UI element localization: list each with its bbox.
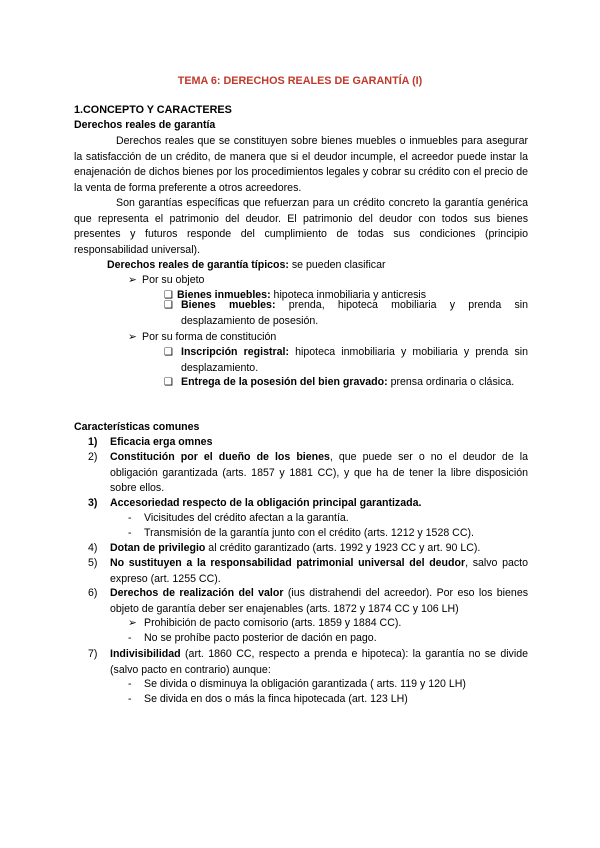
checkbox-bullet-icon: ❑ bbox=[164, 377, 173, 388]
list-item: ❑ Inscripción registral: hipoteca inmobiliaria y mobiliaria y prenda sin desplazamiento. bbox=[164, 346, 528, 374]
list-item: ❑ Entrega de la posesión del bien gravado: prensa ordinaria o clásica. bbox=[164, 375, 528, 391]
arrow-icon: ➢ bbox=[128, 617, 137, 629]
list-item: No sustituyen a la responsabilidad patrimonial universal del deudor, salvo pacto expreso (art. 1255 CC). bbox=[110, 557, 528, 585]
list-item: Prohibición de pacto comisorio (arts. 1859 y 1884 CC). bbox=[144, 617, 402, 629]
list-item: Transmisión de la garantía junto con el crédito (arts. 1212 y 1528 CC). bbox=[144, 527, 474, 539]
dash-bullet: - bbox=[128, 678, 132, 690]
arrow-icon: ➢ bbox=[128, 274, 137, 286]
typical-rights-label: Derechos reales de garantía típicos: bbox=[107, 259, 289, 271]
dash-bullet: - bbox=[128, 527, 132, 539]
checkbox-bullet-icon: ❑ bbox=[164, 300, 173, 311]
list-item: Indivisibilidad (art. 1860 CC, respecto a prenda e hipoteca): la garantía no se divide (salvo pacto en contrario) aunque: bbox=[110, 648, 528, 676]
typical-rights-text: se pueden clasificar bbox=[288, 259, 386, 271]
checkbox-bullet-icon: ❑ bbox=[164, 347, 173, 358]
list-item: ❑ Bienes muebles: prenda, hipoteca mobiliaria y prenda sin desplazamiento de posesión. bbox=[164, 299, 528, 327]
item-number: 5) bbox=[88, 557, 98, 569]
dash-bullet: - bbox=[128, 693, 132, 705]
list-item: No se prohíbe pacto posterior de dación en pago. bbox=[144, 632, 377, 644]
list-item: Se divida o disminuya la obligación garantizada ( arts. 119 y 120 LH) bbox=[144, 678, 466, 690]
list-item: Dotan de privilegio al crédito garantizado (arts. 1992 y 1923 CC y art. 90 LC). bbox=[110, 542, 481, 554]
list-item: Se divida en dos o más la finca hipotecada (art. 123 LH) bbox=[144, 693, 408, 705]
section-heading: Características comunes bbox=[74, 421, 200, 433]
dash-bullet: - bbox=[128, 632, 132, 644]
list-item: Constitución por el dueño de los bienes, que puede ser o no el deudor de la obligación garantizada (arts. 1857 y 1881 CC), y que ha de tener la libre disposición sobre ellos. bbox=[110, 451, 528, 494]
paragraph-definition: Derechos reales que se constituyen sobre bienes muebles o inmuebles para asegurar la satisfacción de un crédito, de manera que si el deudor incumple, el acreedor puede instar la enajenación de dichos bienes por los procedimientos legales y cobrar su crédito con el precio de la venta de forma preferente a otros acreedores. bbox=[74, 135, 528, 194]
list-item bbox=[128, 273, 204, 289]
dash-bullet: - bbox=[128, 512, 132, 524]
typical-rights-line bbox=[107, 258, 528, 274]
subheading: Derechos reales de garantía bbox=[74, 119, 216, 131]
item-number: 3) bbox=[88, 497, 98, 509]
list-item: Accesoriedad respecto de la obligación principal garantizada. bbox=[110, 497, 422, 509]
list-item: Vicisitudes del crédito afectan a la garantía. bbox=[144, 512, 349, 524]
list-item: Eficacia erga omnes bbox=[110, 436, 213, 448]
item-number: 4) bbox=[88, 542, 98, 554]
list-item: ❑ Bienes inmuebles: hipoteca inmobiliaria y anticresis bbox=[164, 288, 528, 304]
arrow-icon: ➢ bbox=[128, 331, 137, 343]
item-number: 1) bbox=[88, 436, 98, 448]
section-heading: 1.CONCEPTO Y CARACTERES bbox=[74, 104, 232, 116]
item-number: 6) bbox=[88, 587, 98, 599]
page-title: TEMA 6: DERECHOS REALES DE GARANTÍA (I) bbox=[177, 75, 423, 87]
checkbox-bullet-icon: ❑ bbox=[164, 290, 173, 301]
group-label: Por su objeto bbox=[142, 274, 205, 286]
list-item: Derechos de realización del valor (ius distrahendi del acreedor). Por eso los bienes objeto de garantía deber ser enajenables (arts. 1872 y 1874 CC y 106 LH) bbox=[110, 587, 529, 615]
item-number: 7) bbox=[88, 648, 98, 660]
group-label: Por su forma de constitución bbox=[142, 331, 277, 343]
item-number: 2) bbox=[88, 451, 98, 463]
paragraph-guarantees: Son garantías específicas que refuerzan para un crédito concreto la garantía genérica que representa el patrimonio del deudor. El patrimonio del deudor con todos sus bienes presentes y futuros responde del cumplimiento de todas sus condiciones (principio responsabilidad universal). bbox=[74, 197, 528, 256]
list-item bbox=[128, 330, 276, 346]
